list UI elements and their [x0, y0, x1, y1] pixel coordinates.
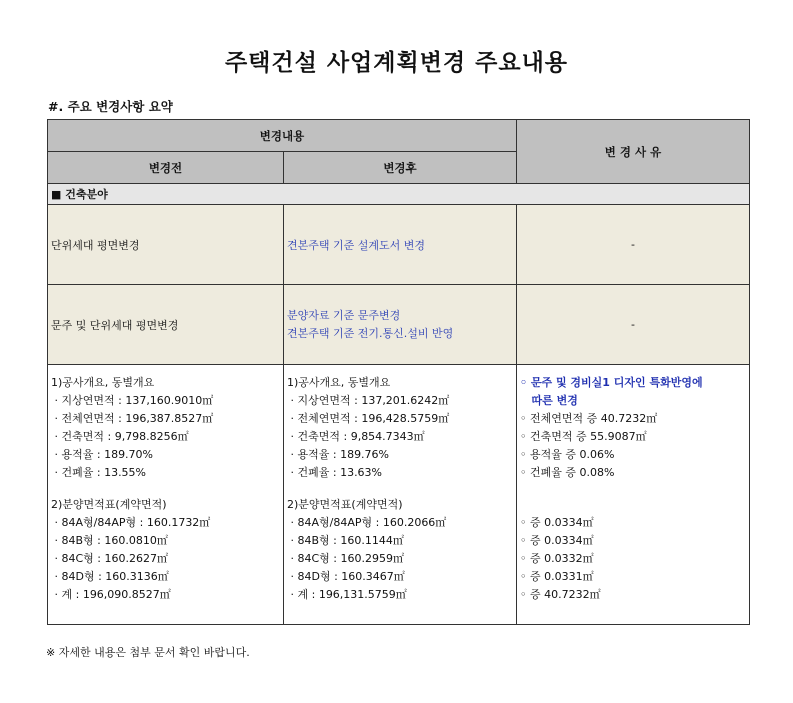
detail-line: 따른 변경 — [520, 394, 578, 407]
change-summary-table — [47, 119, 750, 625]
detail-line: 2)분양면적표(계약면적) — [287, 498, 403, 511]
row2-before: 문주 및 단위세대 평면변경 — [48, 285, 284, 365]
detail-line: ◦ 증 40.7232㎡ — [520, 588, 601, 601]
detail-line: · 84B형 : 160.0810㎡ — [51, 534, 168, 547]
detail-line: · 84B형 : 160.1144㎡ — [287, 534, 404, 547]
detail-row — [48, 365, 750, 625]
detail-line: ◦ 증 0.0334㎡ — [520, 516, 594, 529]
row2-after-line-2: 견본주택 기준 전기.통신.설비 반영 — [287, 326, 454, 340]
detail-line: · 건축면적 : 9,854.7343㎡ — [287, 430, 425, 443]
row2-after — [284, 285, 517, 365]
row1-after-line: 견본주택 기준 설계도서 변경 — [287, 238, 426, 252]
table-row — [48, 205, 750, 285]
detail-line: · 84A형/84AP형 : 160.1732㎡ — [51, 516, 211, 529]
detail-line: · 84D형 : 160.3467㎡ — [287, 570, 405, 583]
detail-line: · 건폐율 : 13.63% — [287, 466, 383, 479]
detail-line: · 용적율 : 189.76% — [287, 448, 390, 461]
detail-line: · 계 : 196,131.5759㎡ — [287, 588, 407, 601]
row1-before: 단위세대 평면변경 — [48, 205, 284, 285]
detail-line: · 용적율 : 189.70% — [51, 448, 154, 461]
row2-after-line-1: 분양자료 기준 문주변경 — [287, 308, 401, 322]
detail-after — [284, 365, 517, 625]
detail-line: · 84A형/84AP형 : 160.2066㎡ — [287, 516, 447, 529]
detail-line: · 지상연면적 : 137,201.6242㎡ — [287, 394, 450, 407]
section-architecture: ■ 건축분야 — [48, 184, 750, 205]
row1-reason: - — [517, 205, 750, 285]
header-reason: 변 경 사 유 — [517, 120, 750, 184]
header-before: 변경전 — [48, 152, 284, 184]
detail-line: ◦ 전체연면적 증 40.7232㎡ — [520, 412, 658, 425]
detail-line: ◦ 건폐율 증 0.08% — [520, 466, 615, 479]
detail-line: · 계 : 196,090.8527㎡ — [51, 588, 171, 601]
detail-line: ◦ 문주 및 경비실1 디자인 특화반영에 — [520, 376, 703, 389]
detail-line: ◦ 용적율 증 0.06% — [520, 448, 615, 461]
row2-reason: - — [517, 285, 750, 365]
detail-line: ◦ 증 0.0331㎡ — [520, 570, 594, 583]
detail-line: · 84D형 : 160.3136㎡ — [51, 570, 169, 583]
detail-line: ◦ 증 0.0332㎡ — [520, 552, 594, 565]
detail-before — [48, 365, 284, 625]
detail-line: · 전체연면적 : 196,428.5759㎡ — [287, 412, 450, 425]
detail-line: ◦ 증 0.0334㎡ — [520, 534, 594, 547]
detail-line: · 건축면적 : 9,798.8256㎡ — [51, 430, 189, 443]
detail-line: · 건폐율 : 13.55% — [51, 466, 147, 479]
page-title: 주택건설 사업계획변경 주요내용 — [224, 50, 569, 76]
detail-line: · 전체연면적 : 196,387.8527㎡ — [51, 412, 214, 425]
detail-line: 1)공사개요, 동별개요 — [51, 376, 155, 389]
header-after: 변경후 — [284, 152, 517, 184]
header-changes: 변경내용 — [48, 120, 517, 152]
detail-line: 1)공사개요, 동별개요 — [287, 376, 391, 389]
detail-line: · 지상연면적 : 137,160.9010㎡ — [51, 394, 214, 407]
detail-line: 2)분양면적표(계약면적) — [51, 498, 167, 511]
detail-line: · 84C형 : 160.2627㎡ — [51, 552, 168, 565]
detail-reason — [517, 365, 750, 625]
row1-after — [284, 205, 517, 285]
footnote: ※ 자세한 내용은 첨부 문서 확인 바랍니다. — [46, 646, 250, 659]
section-subtitle: #. 주요 변경사항 요약 — [48, 99, 173, 114]
detail-line: · 84C형 : 160.2959㎡ — [287, 552, 404, 565]
table-row — [48, 285, 750, 365]
detail-line: ◦ 건축면적 증 55.9087㎡ — [520, 430, 647, 443]
